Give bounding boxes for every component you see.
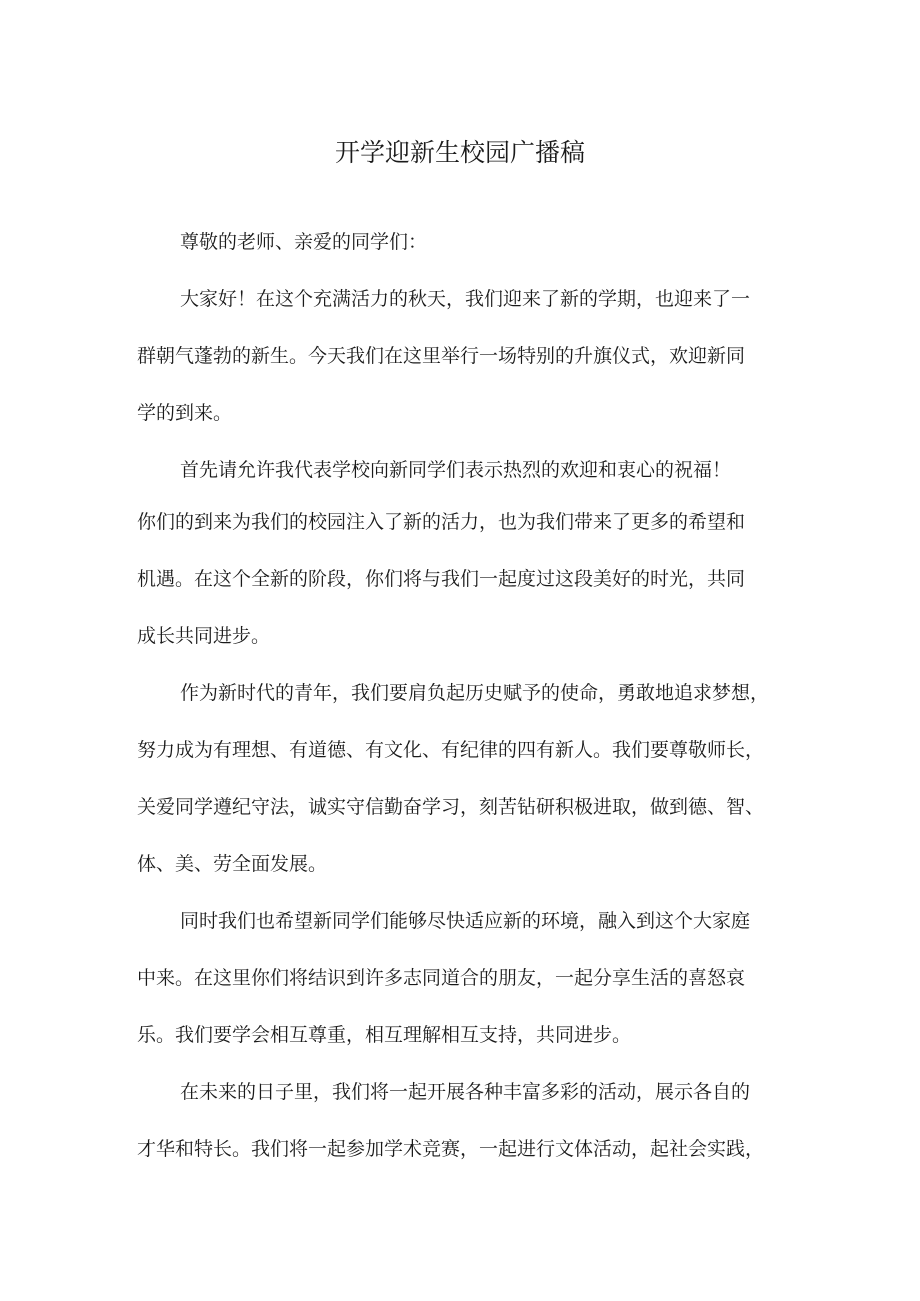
document-title: 开学迎新生校园广播稿: [334, 138, 585, 167]
paragraph-line: 大家好！在这个充满活力的秋天，我们迎来了新的学期，也迎来了一: [180, 288, 751, 310]
paragraph-line: 学的到来。: [137, 402, 233, 424]
paragraph-line: 在未来的日子里，我们将一起开展各种丰富多彩的活动，展示各自的: [180, 1081, 751, 1103]
paragraph-line: 群朝气蓬勃的新生。今天我们在这里举行一场特别的升旗仪式，欢迎新同: [137, 345, 746, 367]
paragraph-line: 机遇。在这个全新的阶段，你们将与我们一起度过这段美好的时光，共同: [137, 568, 746, 590]
paragraph-line: 首先请允许我代表学校向新同学们表示热烈的欢迎和衷心的祝福！: [180, 459, 732, 481]
paragraph-line: 成长共同进步。: [137, 625, 271, 647]
paragraph-line: 尊敬的老师、亲爱的同学们：: [180, 231, 428, 253]
paragraph-line: 乐。我们要学会相互尊重，相互理解相互支持，共同进步。: [137, 1024, 632, 1046]
paragraph-line: 努力成为有理想、有道德、有文化、有纪律的四有新人。我们要尊敬师长，: [137, 739, 765, 761]
paragraph-line: 中来。在这里你们将结识到许多志同道合的朋友，一起分享生活的喜怒哀: [137, 967, 746, 989]
paragraph-line: 你们的到来为我们的校园注入了新的活力，也为我们带来了更多的希望和: [137, 511, 746, 533]
paragraph-line: 作为新时代的青年，我们要肩负起历史赋予的使命，勇敢地追求梦想，: [180, 682, 770, 704]
paragraph-line: 关爱同学遵纪守法，诚实守信勤奋学习，刻苦钻研积极进取，做到德、智、: [137, 796, 765, 818]
paragraph-line: 体、美、劳全面发展。: [137, 853, 328, 875]
paragraph-line: 同时我们也希望新同学们能够尽快适应新的环境，融入到这个大家庭: [180, 910, 751, 932]
paragraph-line: 才华和特长。我们将一起参加学术竞赛，一起进行文体活动，起社会实践，: [137, 1138, 765, 1160]
